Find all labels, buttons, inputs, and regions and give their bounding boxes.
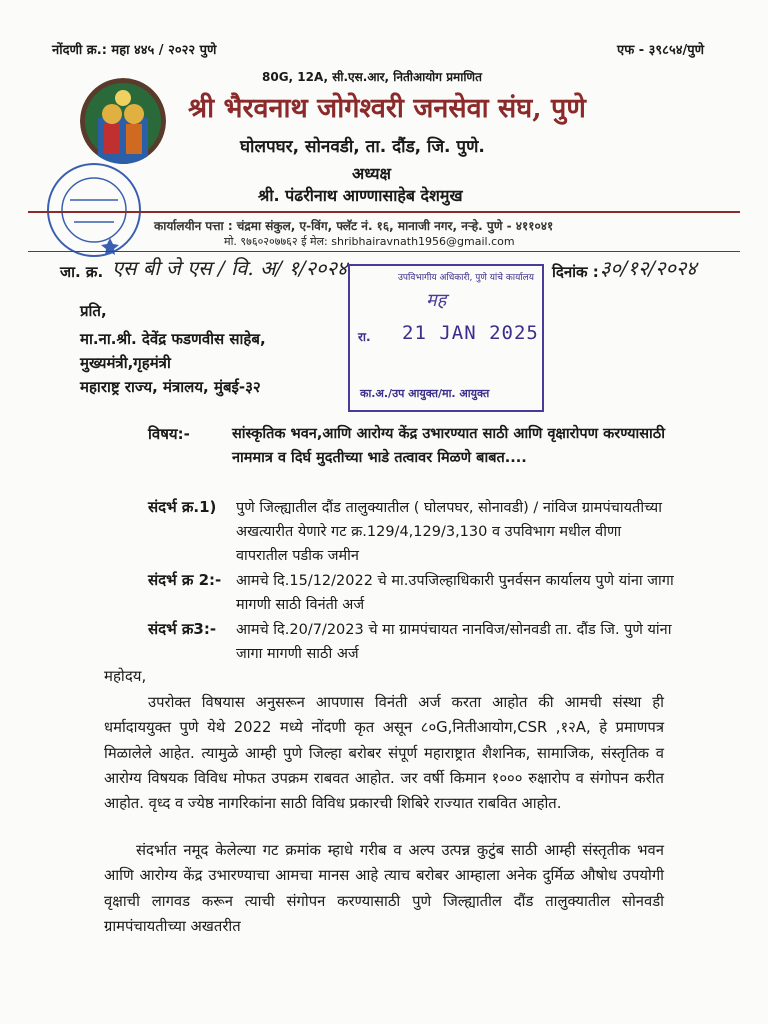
recipient-prati: प्रति, <box>80 302 107 320</box>
reference-2-text: आमचे दि.15/12/2022 चे मा.उपजिल्हाधिकारी पुनर्वसन कार्यालय पुणे यांना जागा मागणी साठी विनंती अर्ज <box>236 573 674 613</box>
body-paragraph-1-text: उपरोक्त विषयास अनुसरून आपणास विनंती अर्ज करता आहोत की आमची संस्था ही धर्मादाययुक्त पुणे येथे 2022 मध्ये नोंदणी कृत असून ८०G,नितीआयोग,CSR ,१२A, हे प्रमाणपत्र मिळालेले आहेत. त्यामुळे आम्ही पुणे जिल्हा बरोबर संपूर्ण महाराष्ट्रात शैशनिक, सामाजिक, संस्तृतिक व आरोग्य विषयक विविध मोफत उपक्रम राबवत आहोत. जर वर्षी किमान १००० रुक्षारोप व संगोपन करीत आहोत. वृध्द व ज्येष्ठ नागरिकांना साठी विविध प्रकारची शिबिरे राज्यात राबवित आहोत. <box>104 694 664 813</box>
stamp-date: 21 JAN 2025 <box>402 322 539 344</box>
subject-text: सांस्कृतिक भवन,आणि आरोग्य केंद्र उभारण्यात साठी आणि वृक्षारोपण करण्यासाठी नाममात्र व दिर्घ मुदतीच्या भाडे तत्वावर मिळणे बाबत.... <box>232 426 665 466</box>
stamp-footer-text: का.अ./उप आयुक्त/मा. आयुक्त <box>360 387 490 400</box>
registration-number: नोंदणी क्र.: महा ४४५ / २०२२ पुणे <box>52 43 217 58</box>
f-number: एफ - ३९८५४/पुणे <box>617 43 704 58</box>
organization-name: श्री भैरवनाथ जोगेश्वरी जनसेवा संघ, पुणे <box>188 93 586 124</box>
recipient-address: महाराष्ट्र राज्य, मंत्रालय, मुंबई-३२ <box>80 378 261 396</box>
body-paragraph-2 <box>104 838 664 939</box>
stamp-office-text: उपविभागीय अधिकारी, पुणे यांचे कार्यालय <box>398 273 534 283</box>
date-handwritten: ३०/१२/२०२४ <box>600 256 697 280</box>
body-paragraph-2-text: संदर्भात नमूद केलेल्या गट क्रमांक म्हाधे गरीब व अल्प उत्पन्न कुटुंब साठी आम्ही संस्तृतीक भवन आणि आरोग्य केंद्र उभारण्याचा आमचा मानस आहे त्याच बरोबर आम्हाला अनेक दुर्मिळ औषोध उपयोगी वृक्षाची लागवड करून त्याची संगोपन करण्यासाठी पुणे जिल्ह्यातील दौंड तालुक्यातील सोनवडी ग्रामपंचायतीच्या अखतरीत <box>104 842 664 935</box>
recipient-designation: मुख्यमंत्री,गृहमंत्री <box>80 354 171 372</box>
certifications: 80G, 12A, सी.एस.आर, नितीआयोग प्रमाणित <box>262 70 482 84</box>
reference-3-label: संदर्भ क्र3:- <box>148 620 217 638</box>
body-paragraph-1 <box>104 690 664 816</box>
organization-address: घोलपघर, सोनवडी, ता. दौंड, जि. पुणे. <box>240 137 485 157</box>
received-stamp <box>348 264 544 412</box>
contact-info: मो. ९७६०२०७७६२ ई मेल: shribhairavnath1956@gmail.com <box>224 235 515 248</box>
header-divider-bottom <box>28 251 740 252</box>
organization-seal <box>40 160 148 260</box>
stamp-ra-label: रा. <box>358 330 371 344</box>
reference-2-label: संदर्भ क्र 2:- <box>148 571 222 589</box>
header-divider <box>28 211 740 213</box>
salutation: महोदय, <box>104 667 147 685</box>
reference-3-text: आमचे दि.20/7/2023 चे मा ग्रामपंचायत नानविज/सोनवडी ता. दौंड जि. पुणे यांना जागा मागणी साठी अर्ज <box>236 622 672 662</box>
recipient-name: मा.ना.श्री. देवेंद्र फडणवीस साहेब, <box>80 330 266 348</box>
reference-1-text: पुणे जिल्ह्यातील दौंड तालुक्यातील ( घोलपघर, सोनावडी) / नांविज ग्रामपंचायतीच्या अखत्यारीत येणारे गट क्र.129/4,129/3,130 व उपविभाग मधील वीणा वापरातील पडीक जमीन <box>236 500 662 564</box>
reference-number-handwritten: एस बी जे एस / वि. अ/ १/२०२४ <box>112 256 348 280</box>
reference-1-label: संदर्भ क्र.1) <box>148 498 217 516</box>
president-title: अध्यक्ष <box>352 164 391 183</box>
deity-logo <box>80 78 166 164</box>
date-label: दिनांक : <box>552 263 599 281</box>
subject-label: विषय:- <box>148 425 190 443</box>
president-name: श्री. पंढरीनाथ आण्णासाहेब देशमुख <box>258 186 463 205</box>
stamp-handwriting: मह <box>426 290 447 311</box>
office-address: कार्यालयीन पत्ता : चंद्रमा संकुल, ए-विंग, फ्लॅट नं. १६, मानाजी नगर, नऱ्हे. पुणे - ४११०४१ <box>154 219 554 233</box>
reference-label: जा. क्र. <box>60 263 104 281</box>
